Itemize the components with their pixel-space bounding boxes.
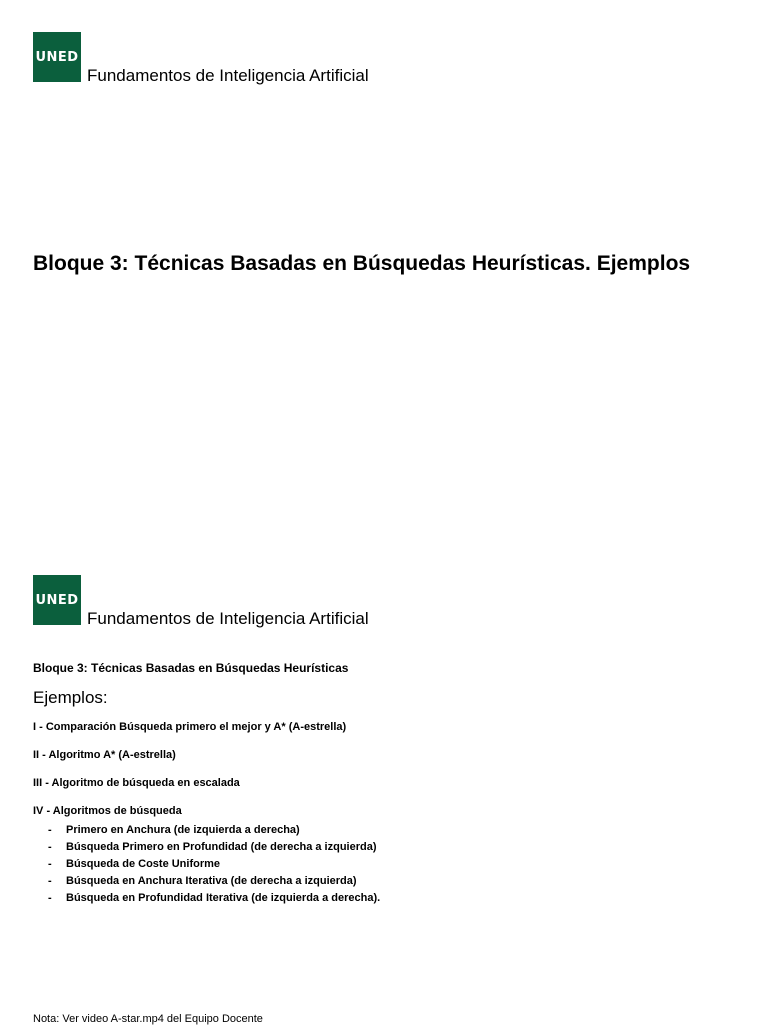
list-item-label: Búsqueda en Anchura Iterativa (de derecha a izquierda) <box>66 875 357 887</box>
list-item-label: Primero en Anchura (de izquierda a derecha) <box>66 824 300 836</box>
algorithm-list <box>48 822 380 907</box>
course-title: Fundamentos de Inteligencia Artificial <box>87 66 369 85</box>
course-title: Fundamentos de Inteligencia Artificial <box>87 609 369 628</box>
list-dash: - <box>48 858 52 870</box>
uned-logo: UNED <box>33 575 81 625</box>
section-item-1: I - Comparación Búsqueda primero el mejor y A* (A-estrella) <box>33 721 347 733</box>
page-title: Bloque 3: Técnicas Basadas en Búsquedas Heurísticas. Ejemplos <box>33 252 691 275</box>
list-item <box>48 839 380 856</box>
list-item <box>48 873 380 890</box>
list-item-label: Búsqueda de Coste Uniforme <box>66 858 221 870</box>
footnote: Nota: Ver video A-star.mp4 del Equipo Docente <box>33 1013 263 1025</box>
list-item <box>48 856 380 873</box>
list-item <box>48 822 380 839</box>
ejemplos-heading: Ejemplos: <box>33 688 108 707</box>
uned-logo: UNED <box>33 32 81 82</box>
block-title: Bloque 3: Técnicas Basadas en Búsquedas Heurísticas <box>33 661 349 675</box>
section-item-2: II - Algoritmo A* (A-estrella) <box>33 749 176 761</box>
list-item-label: Búsqueda Primero en Profundidad (de derecha a izquierda) <box>66 841 377 853</box>
section-item-3: III - Algoritmo de búsqueda en escalada <box>33 777 240 789</box>
list-dash: - <box>48 892 52 904</box>
list-item <box>48 890 380 907</box>
section-item-4: IV - Algoritmos de búsqueda <box>33 805 182 817</box>
list-dash: - <box>48 824 52 836</box>
list-item-label: Búsqueda en Profundidad Iterativa (de izquierda a derecha). <box>66 892 381 904</box>
list-dash: - <box>48 875 52 887</box>
list-dash: - <box>48 841 52 853</box>
